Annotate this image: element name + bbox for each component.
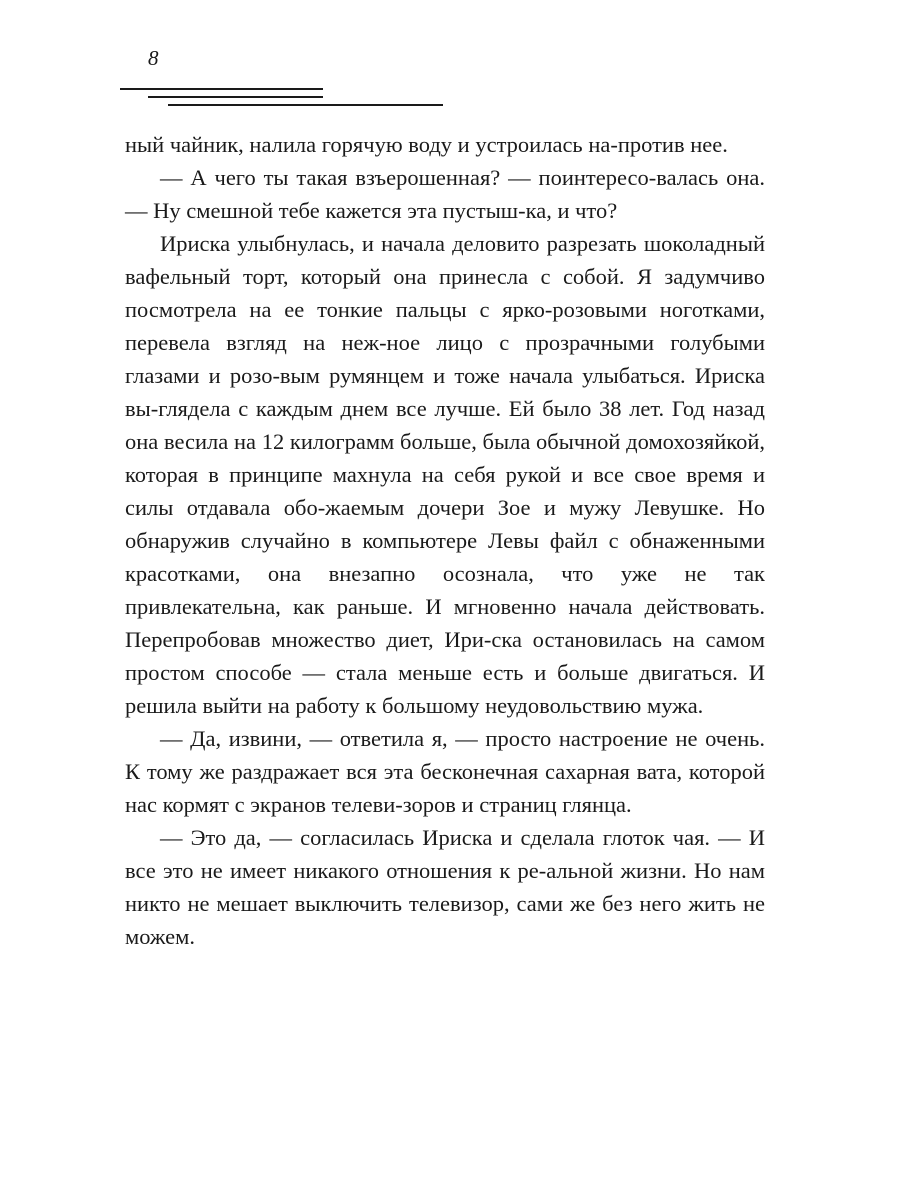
paragraph: — Это да, — согласилась Ириска и сделала глоток чая. — И все это не имеет никакого отношения к ре-альной жизни. Но нам никто не мешает выключить телевизор, сами же без него жить не можем. <box>125 825 765 949</box>
paragraph: — А чего ты такая взъерошенная? — поинтересо-валась она. — Ну смешной тебе кажется эта пустыш-ка, и что? <box>125 165 765 223</box>
body-text <box>125 128 765 953</box>
header-rule-lower <box>168 104 443 106</box>
page-number: 8 <box>148 46 159 70</box>
paragraph: ный чайник, налила горячую воду и устроилась на-против нее. <box>125 132 728 157</box>
running-head <box>120 48 460 108</box>
paragraph: — Да, извини, — ответила я, — просто настроение не очень. К тому же раздражает вся эта бесконечная сахарная вата, которой нас кормят с экранов телеви-зоров и страниц глянца. <box>125 726 765 817</box>
header-rule-upper <box>120 88 323 90</box>
paragraph: Ириска улыбнулась, и начала деловито разрезать шоколадный вафельный торт, который она принесла с собой. Я задумчиво посмотрела на ее тонкие пальцы с ярко-розовыми ноготками, перевела взгляд на неж-ное лицо с прозрачными голубыми глазами и розо-вым румянцем и тоже начала улыбаться. Ириска вы-глядела с каждым днем все лучше. Ей было 38 лет. Год назад она весила на 12 килограмм больше, была обычной домохозяйкой, которая в принципе махнула на себя рукой и все свое время и силы отдавала обо-жаемым дочери Зое и мужу Левушке. Но обнаружив случайно в компьютере Левы файл с обнаженными красотками, она внезапно осознала, что уже не так привлекательна, как раньше. И мгновенно начала действовать. Перепробовав множество диет, Ири-ска остановилась на самом простом способе — стала меньше есть и больше двигаться. И решила выйти на работу к большому неудовольствию мужа. <box>125 231 765 718</box>
header-rule-middle <box>148 96 323 98</box>
